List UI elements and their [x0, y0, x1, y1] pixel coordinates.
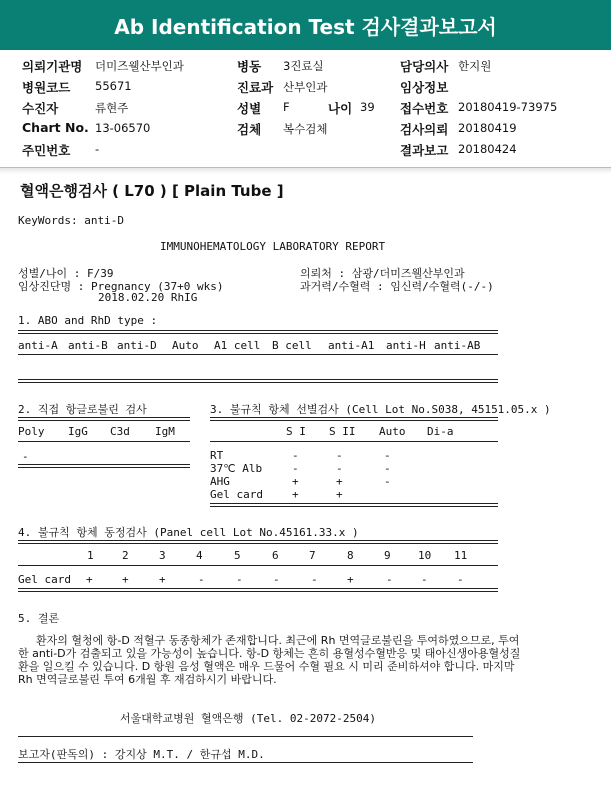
dat-header-c3d: C3d: [110, 425, 130, 438]
abo-header-anti-h: anti-H: [386, 339, 426, 352]
specimen-value: 복수검체: [283, 122, 328, 136]
panel-result: +: [159, 573, 166, 586]
screen-cell: -: [336, 449, 343, 462]
screen-header-s2: S II: [329, 425, 356, 438]
abo-header-anti-ab: anti-AB: [434, 339, 481, 352]
lab-report: [0, 174, 611, 808]
screen-header-auto: Auto: [379, 425, 406, 438]
panel-result: -: [386, 573, 393, 586]
screen-row-label: 37℃ Alb: [210, 462, 263, 475]
screen-cell: +: [292, 475, 299, 488]
patient-info-panel: [0, 50, 611, 168]
panel-row-label: Gel card: [18, 573, 71, 586]
blood-bank-contact: 서울대학교병원 혈액은행 (Tel. 02-2072-2504): [120, 712, 376, 725]
sex-age-line: 성별/나이 : F/39: [18, 267, 114, 280]
screen-cell: -: [384, 462, 391, 475]
screen-cell: -: [292, 462, 299, 475]
receipt-value: 20180419-73975: [458, 100, 558, 114]
reporter-line: 보고자(판독의) : 강지상 M.T. / 한규섭 M.D.: [18, 748, 265, 761]
screen-row-label: Gel card: [210, 488, 263, 501]
screen-cell: -: [336, 462, 343, 475]
dat-header-poly: Poly: [18, 425, 45, 438]
institution-value: 더미즈웰산부인과: [95, 59, 184, 73]
panel-cell-number: 5: [234, 549, 241, 562]
lab-title: IMMUNOHEMATOLOGY LABORATORY REPORT: [160, 240, 386, 253]
rule: [210, 441, 498, 442]
panel-result: +: [347, 573, 354, 586]
sex-value: F: [283, 100, 290, 114]
rule: [18, 565, 498, 566]
chart-no-value: 13-06570: [95, 121, 151, 135]
panel-cell-number: 2: [122, 549, 129, 562]
panel-cell-number: 6: [272, 549, 279, 562]
panel-cell-number: 9: [384, 549, 391, 562]
rule: [18, 354, 498, 355]
screen-row-label: RT: [210, 449, 224, 462]
section3-title: 3. 불규칙 항체 선별검사 (Cell Lot No.S038, 45151.05.x ): [210, 403, 551, 416]
abo-header-anti-a: anti-A: [18, 339, 58, 352]
screen-cell: -: [384, 449, 391, 462]
rule: [18, 379, 498, 383]
receipt-label: 접수번호: [400, 101, 449, 116]
report-date-label: 결과보고: [400, 143, 449, 158]
rule: [18, 762, 473, 763]
panel-cell-number: 7: [309, 549, 316, 562]
rule: [18, 330, 498, 334]
report-heading: 혈액은행검사 ( L70 ) [ Plain Tube ]: [20, 182, 284, 200]
hospital-code-label: 병원코드: [22, 80, 71, 95]
dept-label: 진료과: [237, 80, 274, 95]
conclusion-text: 환자의 혈청에 항-D 적혈구 동종항체가 존재합니다. 최근에 Rh 면역글로불린을 투여하였으므로, 투여한 anti-D가 검출되고 있을 가능성이 높습니다. 항-D 항체는 흔히 용혈성수혈반응 및 태아신생아용혈성질환을 일으킬 수 있습니다. D 항원 음성 혈액은 매우 드물어 수혈 필요 시 미리 준비하셔야 합니다. 마지막 Rh 면역글로불린 투여 6개월 후 재검하시기 바랍니다.: [18, 634, 521, 686]
screen-cell: -: [292, 449, 299, 462]
panel-cell-number: 4: [196, 549, 203, 562]
abo-header-auto: Auto: [172, 339, 199, 352]
panel-result: -: [457, 573, 464, 586]
chart-no-label: Chart No.: [22, 120, 89, 135]
rule: [210, 417, 498, 421]
panel-cell-number: 1: [87, 549, 94, 562]
diagnosis-line-2: 2018.02.20 RhIG: [98, 291, 198, 304]
request-date-value: 20180419: [458, 121, 517, 135]
hospital-code-value: 55671: [95, 79, 132, 93]
clinical-info-label: 임상정보: [400, 80, 449, 95]
section2-title: 2. 직접 항글로불린 검사: [18, 403, 147, 416]
rule: [18, 417, 190, 421]
panel-cell-number: 10: [418, 549, 432, 562]
referrer-line: 의뢰처 : 삼광/더미즈웰산부인과: [300, 267, 465, 280]
screen-cell: +: [292, 488, 299, 501]
report-title: Ab Identification Test 검사결과보고서: [0, 0, 611, 50]
patient-label: 수진자: [22, 101, 59, 116]
section5-title: 5. 결론: [18, 612, 60, 625]
rule: [18, 588, 498, 592]
screen-cell: +: [336, 475, 343, 488]
panel-result: -: [311, 573, 318, 586]
panel-cell-number: 11: [454, 549, 468, 562]
screen-cell: -: [384, 475, 391, 488]
doctor-value: 한지원: [458, 59, 492, 73]
panel-result: +: [86, 573, 93, 586]
screen-header-s1: S I: [286, 425, 306, 438]
history-line: 과거력/수혈력 : 임신력/수혈력(-/-): [300, 280, 494, 293]
panel-cell-number: 3: [159, 549, 166, 562]
age-label: 나이: [328, 101, 353, 116]
patient-value: 류현주: [95, 101, 129, 115]
ward-label: 병동: [237, 59, 262, 74]
panel-result: +: [122, 573, 129, 586]
panel-result: -: [273, 573, 280, 586]
screen-row-label: AHG: [210, 475, 230, 488]
rule: [18, 736, 473, 737]
rule: [18, 540, 498, 544]
abo-header-a1-cell: A1 cell: [214, 339, 261, 352]
ward-value: 3진료실: [283, 59, 324, 73]
dat-header-igg: IgG: [68, 425, 88, 438]
age-value: 39: [360, 100, 375, 114]
screen-header-di-a: Di-a: [427, 425, 454, 438]
doctor-label: 담당의사: [400, 59, 449, 74]
abo-header-anti-b: anti-B: [68, 339, 108, 352]
keywords: KeyWords: anti-D: [18, 214, 124, 227]
abo-header-anti-d: anti-D: [117, 339, 157, 352]
dat-header-igm: IgM: [155, 425, 175, 438]
specimen-label: 검체: [237, 122, 262, 137]
abo-header-anti-a1: anti-A1: [328, 339, 375, 352]
abo-header-b-cell: B cell: [272, 339, 312, 352]
section1-title: 1. ABO and RhD type :: [18, 314, 158, 327]
rule: [18, 441, 190, 442]
report-date-value: 20180424: [458, 142, 517, 156]
sex-label: 성별: [237, 101, 262, 116]
diagnosis-line: 임상진단명 : Pregnancy (37+0 wks): [18, 280, 224, 293]
panel-result: -: [198, 573, 205, 586]
screen-cell: +: [336, 488, 343, 501]
panel-result: -: [421, 573, 428, 586]
rrn-value: -: [95, 142, 100, 156]
section4-title: 4. 불규칙 항체 동정검사 (Panel cell Lot No.45161.33.x ): [18, 526, 359, 539]
panel-cell-number: 8: [347, 549, 354, 562]
request-date-label: 검사의뢰: [400, 122, 449, 137]
rule: [210, 503, 498, 507]
panel-result: -: [236, 573, 243, 586]
dept-value: 산부인과: [283, 80, 328, 94]
rule: [18, 464, 190, 468]
dat-value: -: [22, 450, 29, 463]
institution-label: 의뢰기관명: [22, 59, 83, 74]
rrn-label: 주민번호: [22, 143, 71, 158]
